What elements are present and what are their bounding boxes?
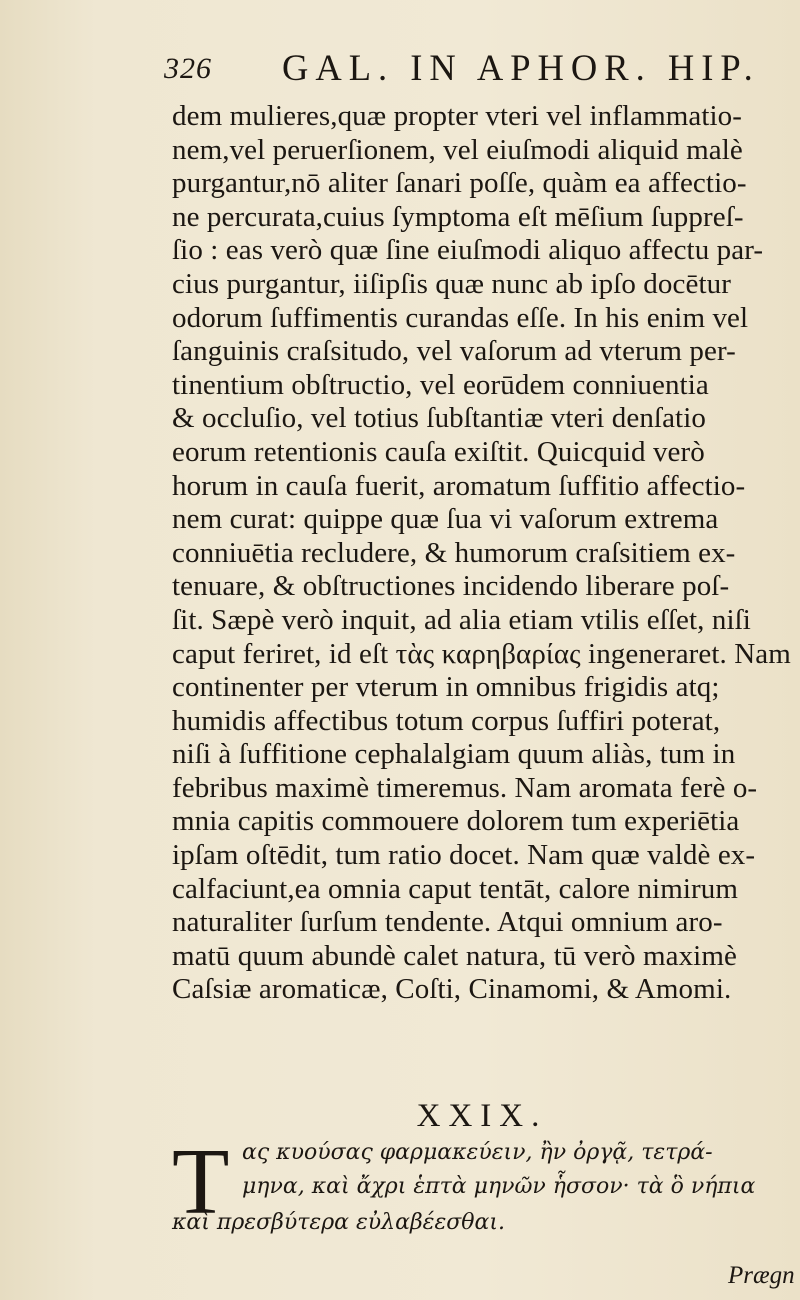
text-line: ipſam oſtēdit, tum ratio docet. Nam quæ valdè ex- [172,839,756,872]
text-line: dem mulieres,quæ propter vteri vel inflammatio- [172,100,743,132]
text-line: tenuare, & obſtructiones incidendo liberare poſ- [172,570,730,603]
text-line: nem,vel peruerſionem, vel eiuſmodi aliquid malè [172,133,743,166]
text-line: conniuētia recludere, & humorum craſsitiem ex- [172,536,736,569]
text-line: calfaciunt,ea omnia caput tentāt, calore nimirum [172,872,739,905]
catchword: Prægn [728,1262,795,1289]
text-line: matū quum abundè calet natura, tū verò maximè [172,939,737,972]
text-line: ſit. Sæpè verò inquit, ad alia etiam vtilis eſſet, niſi [172,603,751,636]
text-line: cius purgantur, iiſipſis quæ nunc ab ipſo docētur [172,267,731,300]
text-line: tinentium obſtructio, vel eorūdem conniuentia [172,368,709,401]
text-line: mnia capitis commouere dolorem tum experiētia [172,805,740,838]
text-line: niſi à ſuffitione cephalalgiam quum aliàs, tum in [172,738,736,771]
running-title: GAL. IN APHOR. HIP. [282,47,760,88]
text-line: febribus maximè timeremus. Nam aromata ferè o- [172,771,758,804]
drop-cap: T [172,1130,230,1234]
commentary-text [172,100,792,1007]
text-line: ſio : eas verò quæ ſine eiuſmodi aliquo affectu par- [172,234,764,267]
text-line: nem curat: quippe quæ ſua vi vaſorum extrema [172,503,719,536]
aphorism-greek [172,1130,797,1248]
text-line: ne percurata,cuius ſymptoma eſt mēſium ſuppreſ- [172,200,744,233]
page-header [164,42,764,92]
text-line: caput feriret, id eſt τὰς καρηβαρίας ingeneraret. Nam [172,637,791,670]
text-line: ſanguinis craſsitudo, vel vaſorum ad vterum per- [172,335,736,368]
section-heading: XXIX. [416,1098,548,1134]
text-line: naturaliter ſurſum tendente. Atqui omnium aro- [172,906,723,939]
text-line: & occluſio, vel totius ſubſtantiæ vteri denſatio [172,402,706,435]
text-line: humidis affectibus totum corpus ſuffiri poterat, [172,704,721,737]
greek-line: μηνα, καὶ ἄχρι ἑπτὰ μηνῶν ἧσσον· τὰ ὃ νήπια [242,1174,756,1199]
text-line: purgantur,nō aliter ſanari poſſe, quàm ea affectio- [172,167,747,200]
text-line: eorum retentionis cauſa exiſtit. Quicquid verò [172,435,705,468]
greek-line: καὶ πρεσβύτερα εὐλαβέεσθαι. [172,1210,506,1235]
text-line: horum in cauſa fuerit, aromatum ſuffitio affectio- [172,469,746,502]
page-number: 326 [164,52,212,85]
text-line: continenter per vterum in omnibus frigidis atq; [172,671,720,704]
text-line: Caſsiæ aromaticæ, Coſti, Cinamomi, & Amomi. [172,973,732,1006]
text-line: odorum ſuffimentis curandas eſſe. In his enim vel [172,301,749,334]
greek-line: ας κυούσας φαρμακεύειν, ἢν ὀργᾷ, τετρά- [242,1140,713,1165]
